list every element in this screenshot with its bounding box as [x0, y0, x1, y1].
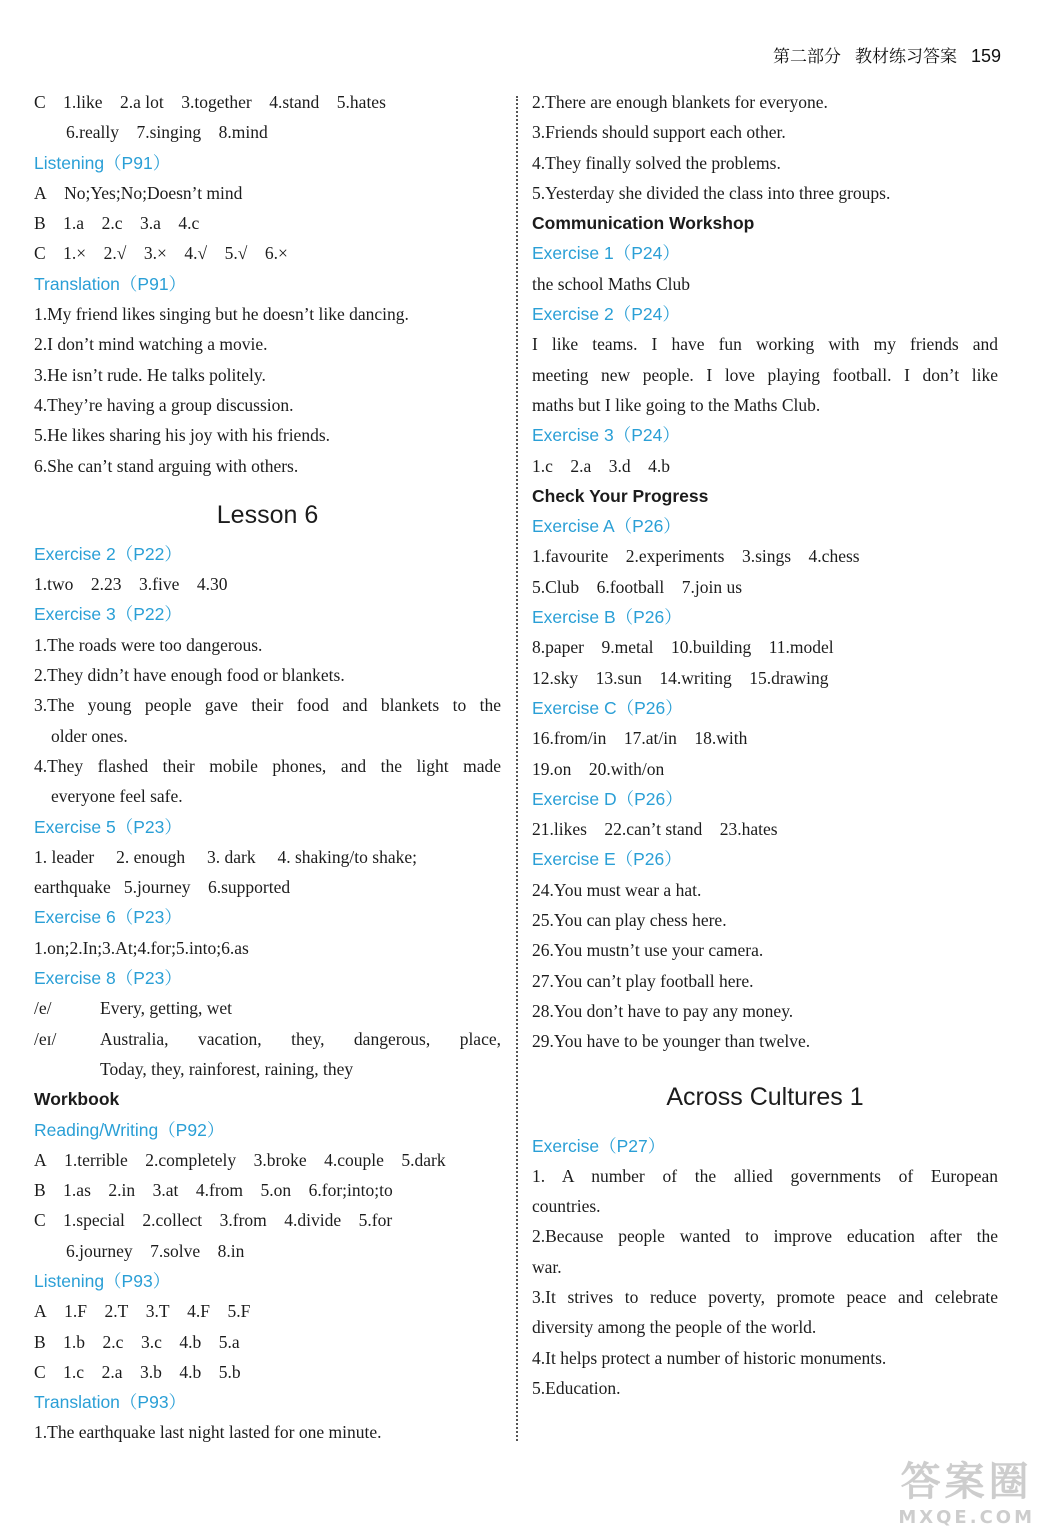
- subsection-heading: Communication Workshop: [532, 213, 755, 234]
- phonetic-words: Every, getting, wet: [100, 998, 233, 1019]
- answer-line: 1. A number of the allied governments of European: [532, 1165, 998, 1186]
- answer-line: 4.It helps protect a number of historic monuments.: [532, 1347, 887, 1368]
- unit-title: Across Cultures 1: [666, 1082, 864, 1111]
- answer-line: 1.two 2.23 3.five 4.30: [34, 574, 228, 595]
- section-heading: Reading/Writing（P92）: [34, 1119, 225, 1140]
- header-subtitle: 教材练习答案: [854, 47, 957, 67]
- section-heading: Exercise E（P26）: [532, 849, 682, 870]
- section-heading: Listening（P91）: [34, 152, 171, 173]
- answer-line: A No;Yes;No;Doesn’t mind: [34, 182, 243, 203]
- section-heading: Exercise 8（P23）: [34, 968, 182, 989]
- answer-line: 2.I don’t mind watching a movie.: [34, 334, 268, 355]
- page-number: 159: [970, 46, 1001, 66]
- answer-line: A 1.terrible 2.completely 3.broke 4.couple 5.dark: [34, 1149, 446, 1170]
- right-column: [532, 87, 998, 1403]
- watermark-logo: 答案圈: [900, 1459, 1033, 1505]
- answer-line: 3.It strives to reduce poverty, promote peace and celebrate: [532, 1286, 998, 1307]
- answer-line: 4.They finally solved the problems.: [532, 152, 781, 173]
- answer-line: 19.on 20.with/on: [532, 758, 665, 779]
- section-heading: Exercise 6（P23）: [34, 907, 182, 928]
- answer-line: 4.They’re having a group discussion.: [34, 394, 294, 415]
- left-column: [34, 87, 501, 1448]
- answer-line: 6.really 7.singing 8.mind: [66, 122, 268, 143]
- answer-line: countries.: [532, 1196, 601, 1217]
- answer-line: 3.Friends should support each other.: [532, 122, 786, 143]
- answer-line: C 1.special 2.collect 3.from 4.divide 5.for: [34, 1210, 393, 1231]
- subsection-heading: Workbook: [34, 1089, 120, 1110]
- answer-line: 2.They didn’t have enough food or blankets.: [34, 665, 345, 686]
- section-heading: Listening（P93）: [34, 1270, 171, 1291]
- answer-line: 1.My friend likes singing but he doesn’t like dancing.: [34, 304, 409, 325]
- phonetic-symbol: /eɪ/: [34, 1028, 57, 1049]
- answer-line: 24.You must wear a hat.: [532, 879, 702, 900]
- answer-line: A 1.F 2.T 3.T 4.F 5.F: [34, 1301, 251, 1322]
- answer-line: 26.You mustn’t use your camera.: [532, 940, 764, 961]
- answer-line: 6.She can’t stand arguing with others.: [34, 455, 299, 476]
- answer-line: war.: [532, 1256, 562, 1277]
- subsection-heading: Check Your Progress: [532, 485, 709, 506]
- lesson-title: Lesson 6: [216, 500, 319, 529]
- answer-line: 1. leader 2. enough 3. dark 4. shaking/to shake;: [34, 846, 417, 867]
- answer-line: earthquake 5.journey 6.supported: [34, 877, 291, 898]
- site-watermark: [898, 1450, 1035, 1528]
- answer-line: 4.They flashed their mobile phones, and the light made: [34, 755, 501, 776]
- phonetic-line: [34, 993, 501, 1023]
- phonetic-words: Today, they, rainforest, raining, they: [100, 1058, 354, 1079]
- answer-line: 5.He likes sharing his joy with his friends.: [34, 425, 331, 446]
- answer-line: 1.The earthquake last night lasted for one minute.: [34, 1422, 382, 1443]
- watermark-url: MXQE.COM: [898, 1507, 1035, 1528]
- section-heading: Translation（P91）: [34, 273, 187, 294]
- answer-line: C 1.like 2.a lot 3.together 4.stand 5.hates: [34, 92, 386, 112]
- answer-line: meeting new people. I love playing football. I don’t like: [532, 364, 998, 385]
- answer-line: 3.The young people gave their food and blankets to the: [34, 695, 501, 716]
- answer-line: I like teams. I have fun working with my friends and: [532, 334, 998, 355]
- answer-line: maths but I like going to the Maths Club.: [532, 394, 821, 415]
- answer-line: 1.c 2.a 3.d 4.b: [532, 455, 671, 476]
- answer-line: 5.Club 6.football 7.join us: [532, 576, 742, 597]
- section-heading: Exercise（P27）: [532, 1135, 666, 1156]
- section-heading: Translation（P93）: [34, 1392, 187, 1413]
- answer-line: B 1.b 2.c 3.c 4.b 5.a: [34, 1331, 240, 1352]
- answer-line: 2.Because people wanted to improve education after the: [532, 1226, 998, 1247]
- answer-line: diversity among the people of the world.: [532, 1317, 817, 1338]
- answer-line: 25.You can play chess here.: [532, 910, 727, 931]
- answer-line: 8.paper 9.metal 10.building 11.model: [532, 637, 834, 658]
- phonetic-symbol: /e/: [34, 998, 52, 1019]
- answer-line: C 1.c 2.a 3.b 4.b 5.b: [34, 1361, 241, 1382]
- answer-line: 27.You can’t play football here.: [532, 970, 754, 991]
- phonetic-line: [34, 1024, 501, 1054]
- answer-line: C 1.× 2.√ 3.× 4.√ 5.√ 6.×: [34, 243, 288, 264]
- answer-line: 1.The roads were too dangerous.: [34, 634, 263, 655]
- answer-line: 21.likes 22.can’t stand 23.hates: [532, 819, 778, 840]
- section-heading: Exercise 3（P22）: [34, 604, 182, 625]
- section-heading: Exercise 5（P23）: [34, 816, 182, 837]
- section-heading: Exercise 3（P24）: [532, 425, 680, 446]
- phonetic-words: Australia, vacation, they, dangerous, place,: [100, 1028, 501, 1049]
- answer-line: 12.sky 13.sun 14.writing 15.drawing: [532, 667, 829, 688]
- section-heading: Exercise 1（P24）: [532, 243, 680, 264]
- answer-line: 1.on;2.In;3.At;4.for;5.into;6.as: [34, 937, 249, 958]
- page-header: [773, 42, 1001, 67]
- answer-line: 29.You have to be younger than twelve.: [532, 1031, 811, 1052]
- answer-line: 6.journey 7.solve 8.in: [66, 1240, 245, 1261]
- answer-line: 1.favourite 2.experiments 3.sings 4.chess: [532, 546, 860, 567]
- answer-line: B 1.a 2.c 3.a 4.c: [34, 213, 200, 234]
- section-heading: Exercise B（P26）: [532, 607, 682, 628]
- answer-line: 5.Yesterday she divided the class into three groups.: [532, 182, 891, 203]
- answer-line: 16.from/in 17.at/in 18.with: [532, 728, 748, 749]
- section-heading: Exercise A（P26）: [532, 516, 681, 537]
- section-heading: Exercise C（P26）: [532, 697, 683, 718]
- section-heading: Exercise 2（P24）: [532, 304, 680, 325]
- answer-line: 28.You don’t have to pay any money.: [532, 1000, 794, 1021]
- answer-line: everyone feel safe.: [51, 786, 183, 807]
- answer-line: 5.Education.: [532, 1377, 621, 1398]
- answer-line: 2.There are enough blankets for everyone.: [532, 92, 828, 112]
- section-heading: Exercise 2（P22）: [34, 543, 182, 564]
- section-heading: Exercise D（P26）: [532, 788, 683, 809]
- answer-line: 3.He isn’t rude. He talks politely.: [34, 364, 266, 385]
- column-divider: [516, 96, 518, 1441]
- answer-line: B 1.as 2.in 3.at 4.from 5.on 6.for;into;to: [34, 1180, 393, 1201]
- header-section: 第二部分: [772, 47, 841, 67]
- answer-line: older ones.: [51, 725, 128, 746]
- answer-line: the school Maths Club: [532, 273, 690, 294]
